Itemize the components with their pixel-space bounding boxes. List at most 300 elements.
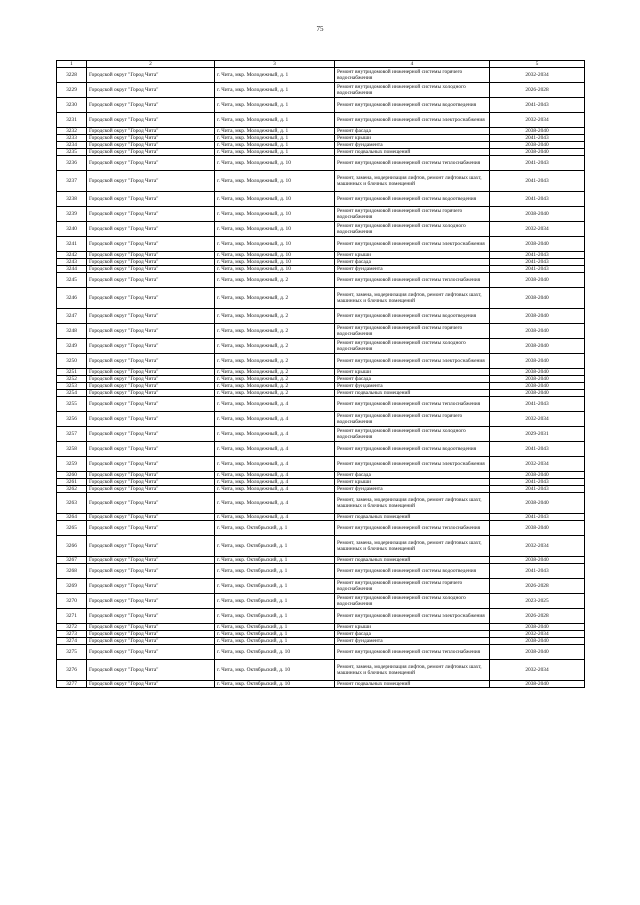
municipality-cell: Городской округ "Город Чита" [87, 514, 215, 521]
period-cell: 2023-2025 [490, 594, 585, 609]
municipality-cell: Городской округ "Город Чита" [87, 376, 215, 383]
table-row [57, 266, 585, 273]
table-row [57, 354, 585, 369]
address-cell: г. Чита, мкр. Молодежный, д. 2 [215, 383, 335, 390]
address-cell: г. Чита, мкр. Октябрьский, д. 1 [215, 536, 335, 557]
row-number-cell: 3242 [57, 252, 87, 259]
period-cell: 2041-2043 [490, 156, 585, 171]
period-cell: 2038-2040 [490, 390, 585, 397]
repair-schedule-table [56, 60, 585, 688]
work-type-cell: Ремонт внутридомовой инженерной системы теплоснабжения [335, 645, 490, 660]
work-type-cell: Ремонт крыши [335, 479, 490, 486]
municipality-cell: Городской округ "Город Чита" [87, 564, 215, 579]
row-number-cell: 3230 [57, 98, 87, 113]
work-type-cell: Ремонт фундамента [335, 638, 490, 645]
table-row [57, 259, 585, 266]
municipality-cell: Городской округ "Город Чита" [87, 390, 215, 397]
address-cell: г. Чита, мкр. Молодежный, д. 2 [215, 273, 335, 288]
table-row [57, 135, 585, 142]
period-cell: 2038-2040 [490, 493, 585, 514]
table-row [57, 457, 585, 472]
work-type-cell: Ремонт внутридомовой инженерной системы теплоснабжения [335, 156, 490, 171]
period-cell: 2026-2028 [490, 579, 585, 594]
table-row [57, 472, 585, 479]
row-number-cell: 3256 [57, 412, 87, 427]
period-cell: 2038-2040 [490, 339, 585, 354]
municipality-cell: Городской округ "Город Чита" [87, 237, 215, 252]
table-row [57, 222, 585, 237]
period-cell: 2041-2043 [490, 192, 585, 207]
municipality-cell: Городской округ "Город Чита" [87, 354, 215, 369]
period-cell: 2038-2040 [490, 207, 585, 222]
header-col-3: 3 [215, 61, 335, 68]
address-cell: г. Чита, мкр. Октябрьский, д. 1 [215, 624, 335, 631]
work-type-cell: Ремонт внутридомовой инженерной системы электроснабжения [335, 457, 490, 472]
table-row [57, 486, 585, 493]
work-type-cell: Ремонт фасада [335, 631, 490, 638]
table-row [57, 390, 585, 397]
row-number-cell: 3272 [57, 624, 87, 631]
row-number-cell: 3267 [57, 557, 87, 564]
address-cell: г. Чита, мкр. Молодежный, д. 10 [215, 192, 335, 207]
table-row [57, 237, 585, 252]
row-number-cell: 3245 [57, 273, 87, 288]
address-cell: г. Чита, мкр. Молодежный, д. 4 [215, 486, 335, 493]
municipality-cell: Городской округ "Город Чита" [87, 579, 215, 594]
row-number-cell: 3231 [57, 113, 87, 128]
row-number-cell: 3255 [57, 397, 87, 412]
table-row [57, 645, 585, 660]
address-cell: г. Чита, мкр. Молодежный, д. 10 [215, 237, 335, 252]
address-cell: г. Чита, мкр. Молодежный, д. 4 [215, 472, 335, 479]
municipality-cell: Городской округ "Город Чита" [87, 645, 215, 660]
work-type-cell: Ремонт внутридомовой инженерной системы горячего водоснабжения [335, 68, 490, 83]
row-number-cell: 3263 [57, 493, 87, 514]
table-row [57, 156, 585, 171]
work-type-cell: Ремонт внутридомовой инженерной системы теплоснабжения [335, 397, 490, 412]
row-number-cell: 3273 [57, 631, 87, 638]
municipality-cell: Городской округ "Город Чита" [87, 369, 215, 376]
table-row [57, 624, 585, 631]
table-body [57, 61, 585, 688]
municipality-cell: Городской округ "Город Чита" [87, 624, 215, 631]
period-cell: 2038-2040 [490, 309, 585, 324]
address-cell: г. Чита, мкр. Молодежный, д. 4 [215, 397, 335, 412]
municipality-cell: Городской округ "Город Чита" [87, 479, 215, 486]
work-type-cell: Ремонт внутридомовой инженерной системы водоотведения [335, 309, 490, 324]
address-cell: г. Чита, мкр. Октябрьский, д. 10 [215, 660, 335, 681]
period-cell: 2041-2043 [490, 171, 585, 192]
table-row [57, 564, 585, 579]
work-type-cell: Ремонт, замена, модернизация лифтов, ремонт лифтовых шахт, машинных и блочных помещений [335, 536, 490, 557]
row-number-cell: 3277 [57, 681, 87, 688]
work-type-cell: Ремонт подвальных помещений [335, 681, 490, 688]
address-cell: г. Чита, мкр. Молодежный, д. 2 [215, 369, 335, 376]
row-number-cell: 3235 [57, 149, 87, 156]
period-cell: 2038-2040 [490, 472, 585, 479]
table-row [57, 594, 585, 609]
address-cell: г. Чита, мкр. Октябрьский, д. 1 [215, 564, 335, 579]
address-cell: г. Чита, мкр. Молодежный, д. 2 [215, 390, 335, 397]
work-type-cell: Ремонт крыши [335, 624, 490, 631]
table-row [57, 681, 585, 688]
row-number-cell: 3269 [57, 579, 87, 594]
address-cell: г. Чита, мкр. Октябрьский, д. 1 [215, 631, 335, 638]
municipality-cell: Городской округ "Город Чита" [87, 113, 215, 128]
address-cell: г. Чита, мкр. Молодежный, д. 4 [215, 479, 335, 486]
row-number-cell: 3257 [57, 427, 87, 442]
address-cell: г. Чита, мкр. Молодежный, д. 1 [215, 113, 335, 128]
work-type-cell: Ремонт подвальных помещений [335, 514, 490, 521]
work-type-cell: Ремонт внутридомовой инженерной системы холодного водоснабжения [335, 83, 490, 98]
municipality-cell: Городской округ "Город Чита" [87, 309, 215, 324]
municipality-cell: Городской округ "Город Чита" [87, 442, 215, 457]
table-row [57, 252, 585, 259]
table-row [57, 98, 585, 113]
period-cell: 2038-2040 [490, 288, 585, 309]
row-number-cell: 3258 [57, 442, 87, 457]
table-row [57, 521, 585, 536]
municipality-cell: Городской округ "Город Чита" [87, 383, 215, 390]
address-cell: г. Чита, мкр. Молодежный, д. 4 [215, 412, 335, 427]
period-cell: 2038-2040 [490, 624, 585, 631]
table-row [57, 660, 585, 681]
table-row [57, 113, 585, 128]
row-number-cell: 3243 [57, 259, 87, 266]
work-type-cell: Ремонт, замена, модернизация лифтов, ремонт лифтовых шахт, машинных и блочных помещений [335, 171, 490, 192]
period-cell: 2032-2034 [490, 660, 585, 681]
period-cell: 2041-2043 [490, 252, 585, 259]
period-cell: 2032-2034 [490, 412, 585, 427]
row-number-cell: 3254 [57, 390, 87, 397]
municipality-cell: Городской округ "Город Чита" [87, 324, 215, 339]
header-row [57, 61, 585, 68]
municipality-cell: Городской округ "Город Чита" [87, 412, 215, 427]
address-cell: г. Чита, мкр. Молодежный, д. 1 [215, 128, 335, 135]
address-cell: г. Чита, мкр. Молодежный, д. 10 [215, 171, 335, 192]
row-number-cell: 3270 [57, 594, 87, 609]
address-cell: г. Чита, мкр. Октябрьский, д. 1 [215, 609, 335, 624]
table-row [57, 83, 585, 98]
work-type-cell: Ремонт фундамента [335, 486, 490, 493]
header-col-4: 4 [335, 61, 490, 68]
municipality-cell: Городской округ "Город Чита" [87, 486, 215, 493]
work-type-cell: Ремонт фасада [335, 128, 490, 135]
address-cell: г. Чита, мкр. Октябрьский, д. 10 [215, 681, 335, 688]
work-type-cell: Ремонт, замена, модернизация лифтов, ремонт лифтовых шахт, машинных и блочных помещений [335, 493, 490, 514]
row-number-cell: 3252 [57, 376, 87, 383]
row-number-cell: 3275 [57, 645, 87, 660]
work-type-cell: Ремонт внутридомовой инженерной системы электроснабжения [335, 237, 490, 252]
row-number-cell: 3236 [57, 156, 87, 171]
table-row [57, 171, 585, 192]
municipality-cell: Городской округ "Город Чита" [87, 252, 215, 259]
municipality-cell: Городской округ "Город Чита" [87, 536, 215, 557]
table-row [57, 427, 585, 442]
address-cell: г. Чита, мкр. Молодежный, д. 10 [215, 266, 335, 273]
row-number-cell: 3261 [57, 479, 87, 486]
row-number-cell: 3251 [57, 369, 87, 376]
address-cell: г. Чита, мкр. Октябрьский, д. 1 [215, 594, 335, 609]
row-number-cell: 3276 [57, 660, 87, 681]
municipality-cell: Городской округ "Город Чита" [87, 521, 215, 536]
table-row [57, 514, 585, 521]
municipality-cell: Городской округ "Город Чита" [87, 472, 215, 479]
period-cell: 2038-2040 [490, 324, 585, 339]
row-number-cell: 3250 [57, 354, 87, 369]
period-cell: 2041-2043 [490, 479, 585, 486]
work-type-cell: Ремонт внутридомовой инженерной системы горячего водоснабжения [335, 579, 490, 594]
address-cell: г. Чита, мкр. Молодежный, д. 1 [215, 135, 335, 142]
row-number-cell: 3264 [57, 514, 87, 521]
municipality-cell: Городской округ "Город Чита" [87, 135, 215, 142]
row-number-cell: 3259 [57, 457, 87, 472]
period-cell: 2041-2043 [490, 564, 585, 579]
row-number-cell: 3228 [57, 68, 87, 83]
period-cell: 2038-2040 [490, 383, 585, 390]
row-number-cell: 3253 [57, 383, 87, 390]
address-cell: г. Чита, мкр. Молодежный, д. 10 [215, 156, 335, 171]
period-cell: 2041-2043 [490, 514, 585, 521]
period-cell: 2026-2028 [490, 609, 585, 624]
row-number-cell: 3266 [57, 536, 87, 557]
row-number-cell: 3246 [57, 288, 87, 309]
address-cell: г. Чита, мкр. Октябрьский, д. 1 [215, 638, 335, 645]
table-row [57, 536, 585, 557]
municipality-cell: Городской округ "Город Чита" [87, 149, 215, 156]
municipality-cell: Городской округ "Город Чита" [87, 207, 215, 222]
row-number-cell: 3274 [57, 638, 87, 645]
address-cell: г. Чита, мкр. Молодежный, д. 1 [215, 149, 335, 156]
work-type-cell: Ремонт внутридомовой инженерной системы холодного водоснабжения [335, 339, 490, 354]
municipality-cell: Городской округ "Город Чита" [87, 128, 215, 135]
work-type-cell: Ремонт внутридомовой инженерной системы электроснабжения [335, 354, 490, 369]
table-row [57, 557, 585, 564]
address-cell: г. Чита, мкр. Октябрьский, д. 1 [215, 521, 335, 536]
address-cell: г. Чита, мкр. Молодежный, д. 4 [215, 427, 335, 442]
work-type-cell: Ремонт подвальных помещений [335, 557, 490, 564]
period-cell: 2038-2040 [490, 354, 585, 369]
address-cell: г. Чита, мкр. Молодежный, д. 1 [215, 83, 335, 98]
work-type-cell: Ремонт внутридомовой инженерной системы электроснабжения [335, 609, 490, 624]
table-row [57, 376, 585, 383]
row-number-cell: 3233 [57, 135, 87, 142]
period-cell: 2038-2040 [490, 149, 585, 156]
period-cell: 2038-2040 [490, 128, 585, 135]
work-type-cell: Ремонт крыши [335, 135, 490, 142]
table-row [57, 609, 585, 624]
address-cell: г. Чита, мкр. Молодежный, д. 4 [215, 457, 335, 472]
period-cell: 2038-2040 [490, 237, 585, 252]
address-cell: г. Чита, мкр. Молодежный, д. 10 [215, 252, 335, 259]
table-row [57, 638, 585, 645]
period-cell: 2041-2043 [490, 259, 585, 266]
municipality-cell: Городской округ "Город Чита" [87, 98, 215, 113]
period-cell: 2038-2040 [490, 521, 585, 536]
work-type-cell: Ремонт фундамента [335, 383, 490, 390]
period-cell: 2029-2031 [490, 427, 585, 442]
table-row [57, 128, 585, 135]
address-cell: г. Чита, мкр. Молодежный, д. 2 [215, 288, 335, 309]
work-type-cell: Ремонт подвальных помещений [335, 149, 490, 156]
municipality-cell: Городской округ "Город Чита" [87, 397, 215, 412]
work-type-cell: Ремонт внутридомовой инженерной системы холодного водоснабжения [335, 427, 490, 442]
row-number-cell: 3265 [57, 521, 87, 536]
table-row [57, 309, 585, 324]
table-row [57, 442, 585, 457]
address-cell: г. Чита, мкр. Молодежный, д. 4 [215, 514, 335, 521]
header-col-5: 5 [490, 61, 585, 68]
work-type-cell: Ремонт внутридомовой инженерной системы водоотведения [335, 442, 490, 457]
table-row [57, 273, 585, 288]
work-type-cell: Ремонт фасада [335, 376, 490, 383]
municipality-cell: Городской округ "Город Чита" [87, 681, 215, 688]
table-row [57, 288, 585, 309]
table-row [57, 631, 585, 638]
row-number-cell: 3271 [57, 609, 87, 624]
row-number-cell: 3241 [57, 237, 87, 252]
table-row [57, 397, 585, 412]
work-type-cell: Ремонт внутридомовой инженерной системы водоотведения [335, 564, 490, 579]
period-cell: 2041-2043 [490, 397, 585, 412]
address-cell: г. Чита, мкр. Молодежный, д. 10 [215, 207, 335, 222]
address-cell: г. Чита, мкр. Молодежный, д. 2 [215, 376, 335, 383]
period-cell: 2041-2043 [490, 266, 585, 273]
row-number-cell: 3234 [57, 142, 87, 149]
row-number-cell: 3238 [57, 192, 87, 207]
row-number-cell: 3248 [57, 324, 87, 339]
municipality-cell: Городской округ "Город Чита" [87, 339, 215, 354]
period-cell: 2032-2034 [490, 631, 585, 638]
period-cell: 2038-2040 [490, 645, 585, 660]
address-cell: г. Чита, мкр. Октябрьский, д. 1 [215, 557, 335, 564]
table-row [57, 339, 585, 354]
address-cell: г. Чита, мкр. Молодежный, д. 4 [215, 493, 335, 514]
period-cell: 2032-2034 [490, 536, 585, 557]
row-number-cell: 3260 [57, 472, 87, 479]
table-row [57, 207, 585, 222]
table-row [57, 479, 585, 486]
header-col-1: 1 [57, 61, 87, 68]
table-row [57, 68, 585, 83]
work-type-cell: Ремонт фасада [335, 259, 490, 266]
row-number-cell: 3237 [57, 171, 87, 192]
municipality-cell: Городской округ "Город Чита" [87, 273, 215, 288]
work-type-cell: Ремонт, замена, модернизация лифтов, ремонт лифтовых шахт, машинных и блочных помещений [335, 288, 490, 309]
work-type-cell: Ремонт внутридомовой инженерной системы холодного водоснабжения [335, 222, 490, 237]
work-type-cell: Ремонт внутридомовой инженерной системы горячего водоснабжения [335, 412, 490, 427]
row-number-cell: 3247 [57, 309, 87, 324]
work-type-cell: Ремонт подвальных помещений [335, 390, 490, 397]
table-row [57, 192, 585, 207]
period-cell: 2038-2040 [490, 376, 585, 383]
address-cell: г. Чита, мкр. Молодежный, д. 2 [215, 324, 335, 339]
municipality-cell: Городской округ "Город Чита" [87, 493, 215, 514]
municipality-cell: Городской округ "Город Чита" [87, 222, 215, 237]
work-type-cell: Ремонт внутридомовой инженерной системы холодного водоснабжения [335, 594, 490, 609]
municipality-cell: Городской округ "Город Чита" [87, 259, 215, 266]
period-cell: 2038-2040 [490, 638, 585, 645]
municipality-cell: Городской округ "Город Чита" [87, 631, 215, 638]
work-type-cell: Ремонт внутридомовой инженерной системы электроснабжения [335, 113, 490, 128]
municipality-cell: Городской округ "Город Чита" [87, 142, 215, 149]
municipality-cell: Городской округ "Город Чита" [87, 171, 215, 192]
period-cell: 2038-2040 [490, 681, 585, 688]
period-cell: 2038-2040 [490, 369, 585, 376]
municipality-cell: Городской округ "Город Чита" [87, 427, 215, 442]
address-cell: г. Чита, мкр. Молодежный, д. 2 [215, 309, 335, 324]
work-type-cell: Ремонт крыши [335, 369, 490, 376]
municipality-cell: Городской округ "Город Чита" [87, 609, 215, 624]
table-row [57, 142, 585, 149]
municipality-cell: Городской округ "Город Чита" [87, 83, 215, 98]
municipality-cell: Городской округ "Город Чита" [87, 557, 215, 564]
address-cell: г. Чита, мкр. Молодежный, д. 4 [215, 442, 335, 457]
table-row [57, 579, 585, 594]
work-type-cell: Ремонт, замена, модернизация лифтов, ремонт лифтовых шахт, машинных и блочных помещений [335, 660, 490, 681]
period-cell: 2041-2043 [490, 442, 585, 457]
address-cell: г. Чита, мкр. Молодежный, д. 1 [215, 68, 335, 83]
municipality-cell: Городской округ "Город Чита" [87, 192, 215, 207]
row-number-cell: 3239 [57, 207, 87, 222]
header-col-2: 2 [87, 61, 215, 68]
work-type-cell: Ремонт внутридомовой инженерной системы теплоснабжения [335, 521, 490, 536]
row-number-cell: 3262 [57, 486, 87, 493]
municipality-cell: Городской округ "Город Чита" [87, 156, 215, 171]
address-cell: г. Чита, мкр. Молодежный, д. 2 [215, 339, 335, 354]
page-number: 75 [316, 25, 324, 33]
period-cell: 2026-2028 [490, 83, 585, 98]
work-type-cell: Ремонт внутридомовой инженерной системы водоотведения [335, 192, 490, 207]
period-cell: 2041-2043 [490, 135, 585, 142]
period-cell: 2032-2034 [490, 113, 585, 128]
table-row [57, 324, 585, 339]
table-row [57, 149, 585, 156]
period-cell: 2038-2040 [490, 142, 585, 149]
period-cell: 2041-2043 [490, 98, 585, 113]
period-cell: 2041-2043 [490, 486, 585, 493]
municipality-cell: Городской округ "Город Чита" [87, 457, 215, 472]
period-cell: 2032-2034 [490, 222, 585, 237]
municipality-cell: Городской округ "Город Чита" [87, 266, 215, 273]
municipality-cell: Городской округ "Город Чита" [87, 660, 215, 681]
work-type-cell: Ремонт внутридомовой инженерной системы теплоснабжения [335, 273, 490, 288]
period-cell: 2032-2034 [490, 68, 585, 83]
table-row [57, 369, 585, 376]
table-row [57, 493, 585, 514]
address-cell: г. Чита, мкр. Молодежный, д. 1 [215, 142, 335, 149]
row-number-cell: 3268 [57, 564, 87, 579]
municipality-cell: Городской округ "Город Чита" [87, 288, 215, 309]
row-number-cell: 3244 [57, 266, 87, 273]
work-type-cell: Ремонт внутридомовой инженерной системы горячего водоснабжения [335, 324, 490, 339]
work-type-cell: Ремонт фундамента [335, 142, 490, 149]
address-cell: г. Чита, мкр. Молодежный, д. 1 [215, 98, 335, 113]
row-number-cell: 3229 [57, 83, 87, 98]
table-row [57, 412, 585, 427]
row-number-cell: 3232 [57, 128, 87, 135]
period-cell: 2032-2034 [490, 457, 585, 472]
work-type-cell: Ремонт фундамента [335, 266, 490, 273]
address-cell: г. Чита, мкр. Молодежный, д. 10 [215, 259, 335, 266]
address-cell: г. Чита, мкр. Молодежный, д. 2 [215, 354, 335, 369]
work-type-cell: Ремонт фасада [335, 472, 490, 479]
work-type-cell: Ремонт внутридомовой инженерной системы горячего водоснабжения [335, 207, 490, 222]
row-number-cell: 3240 [57, 222, 87, 237]
work-type-cell: Ремонт крыши [335, 252, 490, 259]
municipality-cell: Городской округ "Город Чита" [87, 68, 215, 83]
address-cell: г. Чита, мкр. Октябрьский, д. 10 [215, 645, 335, 660]
